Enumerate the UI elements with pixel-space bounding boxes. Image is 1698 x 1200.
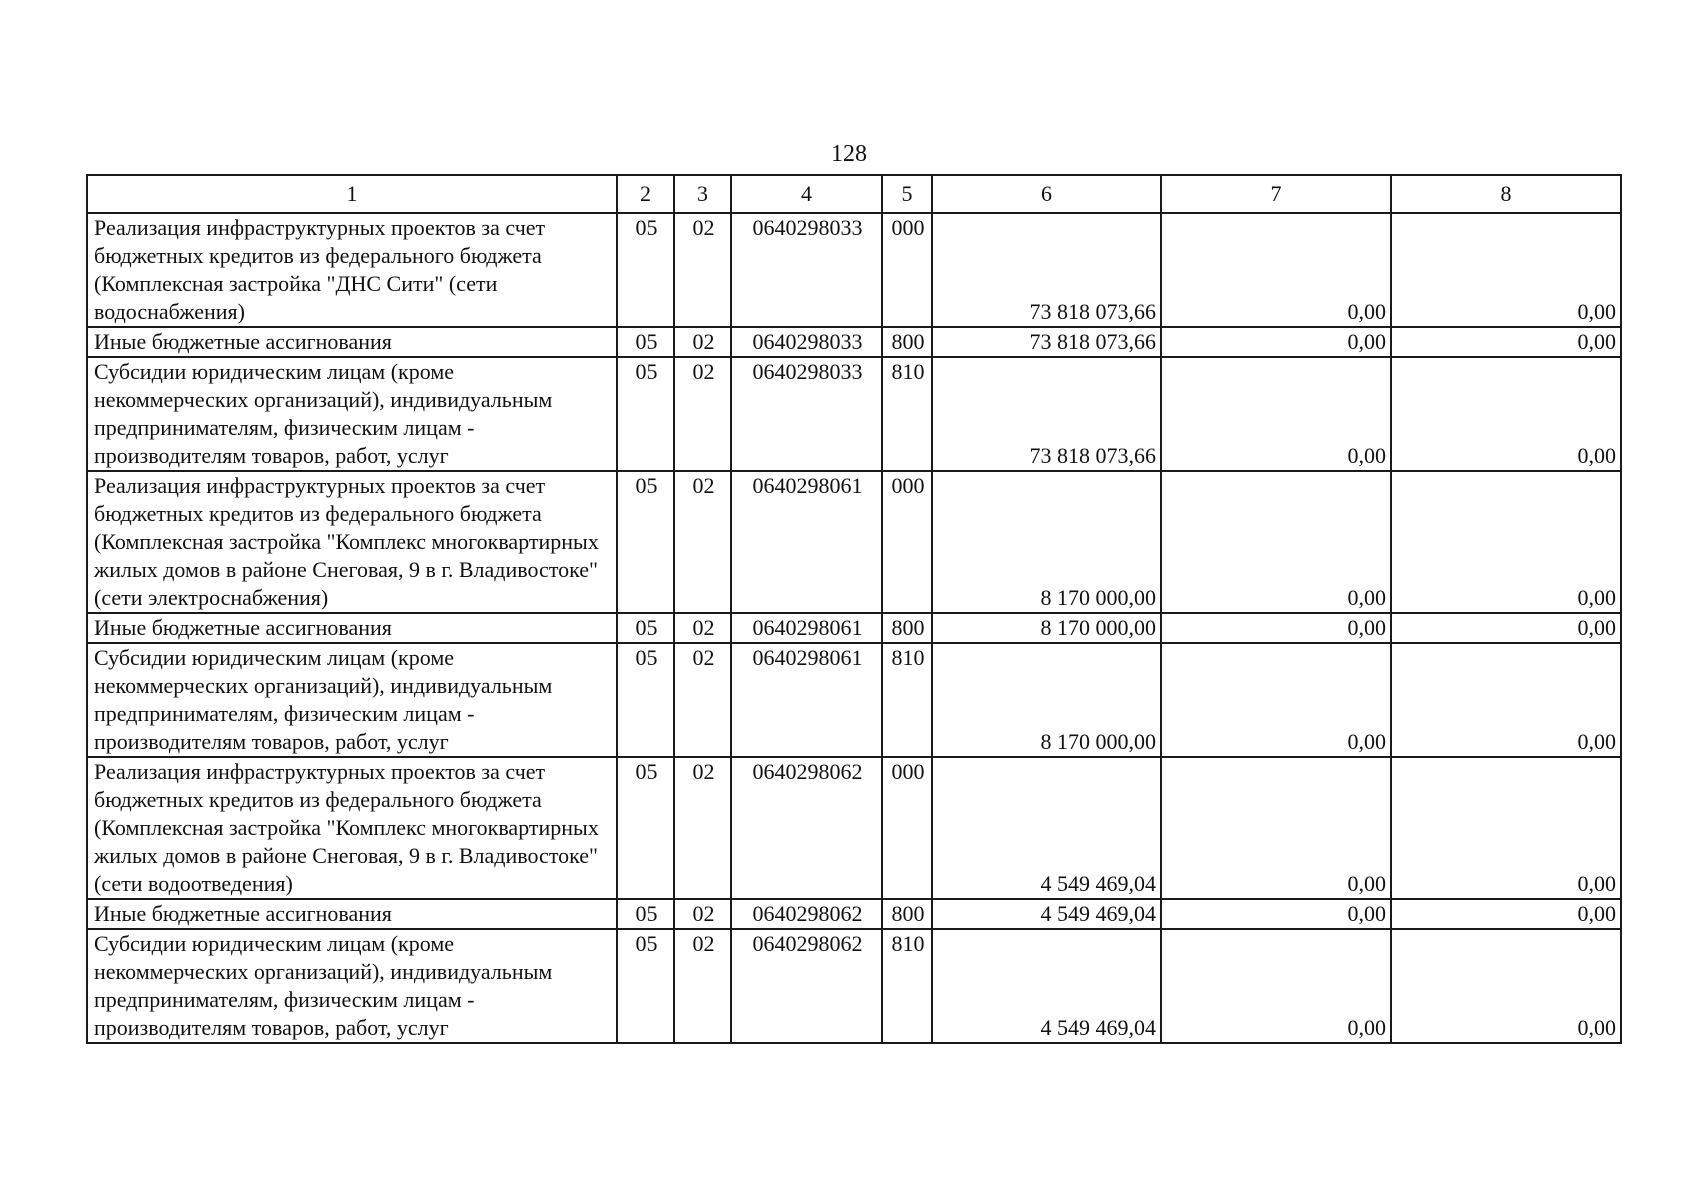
- target-item-code: 0640298062: [731, 929, 882, 1043]
- table-row: [87, 471, 1621, 613]
- row-name: Реализация инфраструктурных проектов за счет бюджетных кредитов из федерального бюджета (Комплексная застройка "Комплекс многоквартирных жилых домов в районе Снеговая, 9 в г. Владивостоке" (сети электроснабжения): [87, 471, 617, 613]
- table-header-row: [87, 175, 1621, 213]
- row-name: Субсидии юридическим лицам (кроме некоммерческих организаций), индивидуальным предпринимателям, физическим лицам - производителям товаров, работ, услуг: [87, 929, 617, 1043]
- amount-col8: 0,00: [1391, 757, 1621, 899]
- row-name: Реализация инфраструктурных проектов за счет бюджетных кредитов из федерального бюджета (Комплексная застройка "ДНС Сити" (сети водоснабжения): [87, 213, 617, 327]
- amount-col6: 73 818 073,66: [932, 213, 1161, 327]
- column-header: 3: [674, 175, 731, 213]
- subsection-code: 02: [674, 899, 731, 929]
- table-row: [87, 643, 1621, 757]
- amount-col6: 8 170 000,00: [932, 643, 1161, 757]
- table-row: [87, 613, 1621, 643]
- subsection-code: 02: [674, 757, 731, 899]
- target-item-code: 0640298033: [731, 357, 882, 471]
- amount-col7: 0,00: [1161, 613, 1391, 643]
- amount-col8: 0,00: [1391, 327, 1621, 357]
- column-header: 8: [1391, 175, 1621, 213]
- expense-type-code: 800: [882, 613, 932, 643]
- column-header: 6: [932, 175, 1161, 213]
- amount-col8: 0,00: [1391, 899, 1621, 929]
- table-row: [87, 929, 1621, 1043]
- amount-col6: 4 549 469,04: [932, 929, 1161, 1043]
- table-row: [87, 357, 1621, 471]
- amount-col6: 73 818 073,66: [932, 357, 1161, 471]
- subsection-code: 02: [674, 613, 731, 643]
- expense-type-code: 000: [882, 757, 932, 899]
- table-row: [87, 327, 1621, 357]
- amount-col7: 0,00: [1161, 327, 1391, 357]
- target-item-code: 0640298062: [731, 757, 882, 899]
- subsection-code: 02: [674, 929, 731, 1043]
- amount-col6: 4 549 469,04: [932, 757, 1161, 899]
- expense-type-code: 810: [882, 929, 932, 1043]
- amount-col8: 0,00: [1391, 471, 1621, 613]
- target-item-code: 0640298062: [731, 899, 882, 929]
- section-code: 05: [617, 929, 674, 1043]
- amount-col7: 0,00: [1161, 357, 1391, 471]
- amount-col7: 0,00: [1161, 757, 1391, 899]
- column-header: 4: [731, 175, 882, 213]
- row-name: Иные бюджетные ассигнования: [87, 899, 617, 929]
- expense-type-code: 000: [882, 471, 932, 613]
- expense-type-code: 810: [882, 357, 932, 471]
- amount-col8: 0,00: [1391, 357, 1621, 471]
- row-name: Субсидии юридическим лицам (кроме некоммерческих организаций), индивидуальным предпринимателям, физическим лицам - производителям товаров, работ, услуг: [87, 643, 617, 757]
- column-header: 1: [87, 175, 617, 213]
- subsection-code: 02: [674, 357, 731, 471]
- target-item-code: 0640298033: [731, 213, 882, 327]
- amount-col6: 4 549 469,04: [932, 899, 1161, 929]
- target-item-code: 0640298033: [731, 327, 882, 357]
- section-code: 05: [617, 899, 674, 929]
- column-header: 7: [1161, 175, 1391, 213]
- section-code: 05: [617, 357, 674, 471]
- subsection-code: 02: [674, 471, 731, 613]
- expense-type-code: 800: [882, 899, 932, 929]
- target-item-code: 0640298061: [731, 643, 882, 757]
- amount-col7: 0,00: [1161, 213, 1391, 327]
- amount-col8: 0,00: [1391, 213, 1621, 327]
- section-code: 05: [617, 613, 674, 643]
- target-item-code: 0640298061: [731, 613, 882, 643]
- expense-type-code: 800: [882, 327, 932, 357]
- amount-col8: 0,00: [1391, 613, 1621, 643]
- target-item-code: 0640298061: [731, 471, 882, 613]
- row-name: Иные бюджетные ассигнования: [87, 613, 617, 643]
- amount-col6: 73 818 073,66: [932, 327, 1161, 357]
- expense-type-code: 810: [882, 643, 932, 757]
- page-number: 128: [831, 141, 867, 167]
- table-row: [87, 757, 1621, 899]
- row-name: Реализация инфраструктурных проектов за счет бюджетных кредитов из федерального бюджета (Комплексная застройка "Комплекс многоквартирных жилых домов в районе Снеговая, 9 в г. Владивостоке" (сети водоотведения): [87, 757, 617, 899]
- section-code: 05: [617, 471, 674, 613]
- section-code: 05: [617, 213, 674, 327]
- section-code: 05: [617, 327, 674, 357]
- section-code: 05: [617, 757, 674, 899]
- column-header: 2: [617, 175, 674, 213]
- subsection-code: 02: [674, 327, 731, 357]
- amount-col7: 0,00: [1161, 471, 1391, 613]
- subsection-code: 02: [674, 213, 731, 327]
- amount-col6: 8 170 000,00: [932, 613, 1161, 643]
- amount-col8: 0,00: [1391, 929, 1621, 1043]
- amount-col7: 0,00: [1161, 899, 1391, 929]
- expense-type-code: 000: [882, 213, 932, 327]
- subsection-code: 02: [674, 643, 731, 757]
- amount-col7: 0,00: [1161, 929, 1391, 1043]
- amount-col7: 0,00: [1161, 643, 1391, 757]
- amount-col6: 8 170 000,00: [932, 471, 1161, 613]
- column-header: 5: [882, 175, 932, 213]
- section-code: 05: [617, 643, 674, 757]
- row-name: Субсидии юридическим лицам (кроме некоммерческих организаций), индивидуальным предпринимателям, физическим лицам - производителям товаров, работ, услуг: [87, 357, 617, 471]
- table-row: [87, 213, 1621, 327]
- amount-col8: 0,00: [1391, 643, 1621, 757]
- table-row: [87, 899, 1621, 929]
- row-name: Иные бюджетные ассигнования: [87, 327, 617, 357]
- budget-table: [86, 174, 1622, 1044]
